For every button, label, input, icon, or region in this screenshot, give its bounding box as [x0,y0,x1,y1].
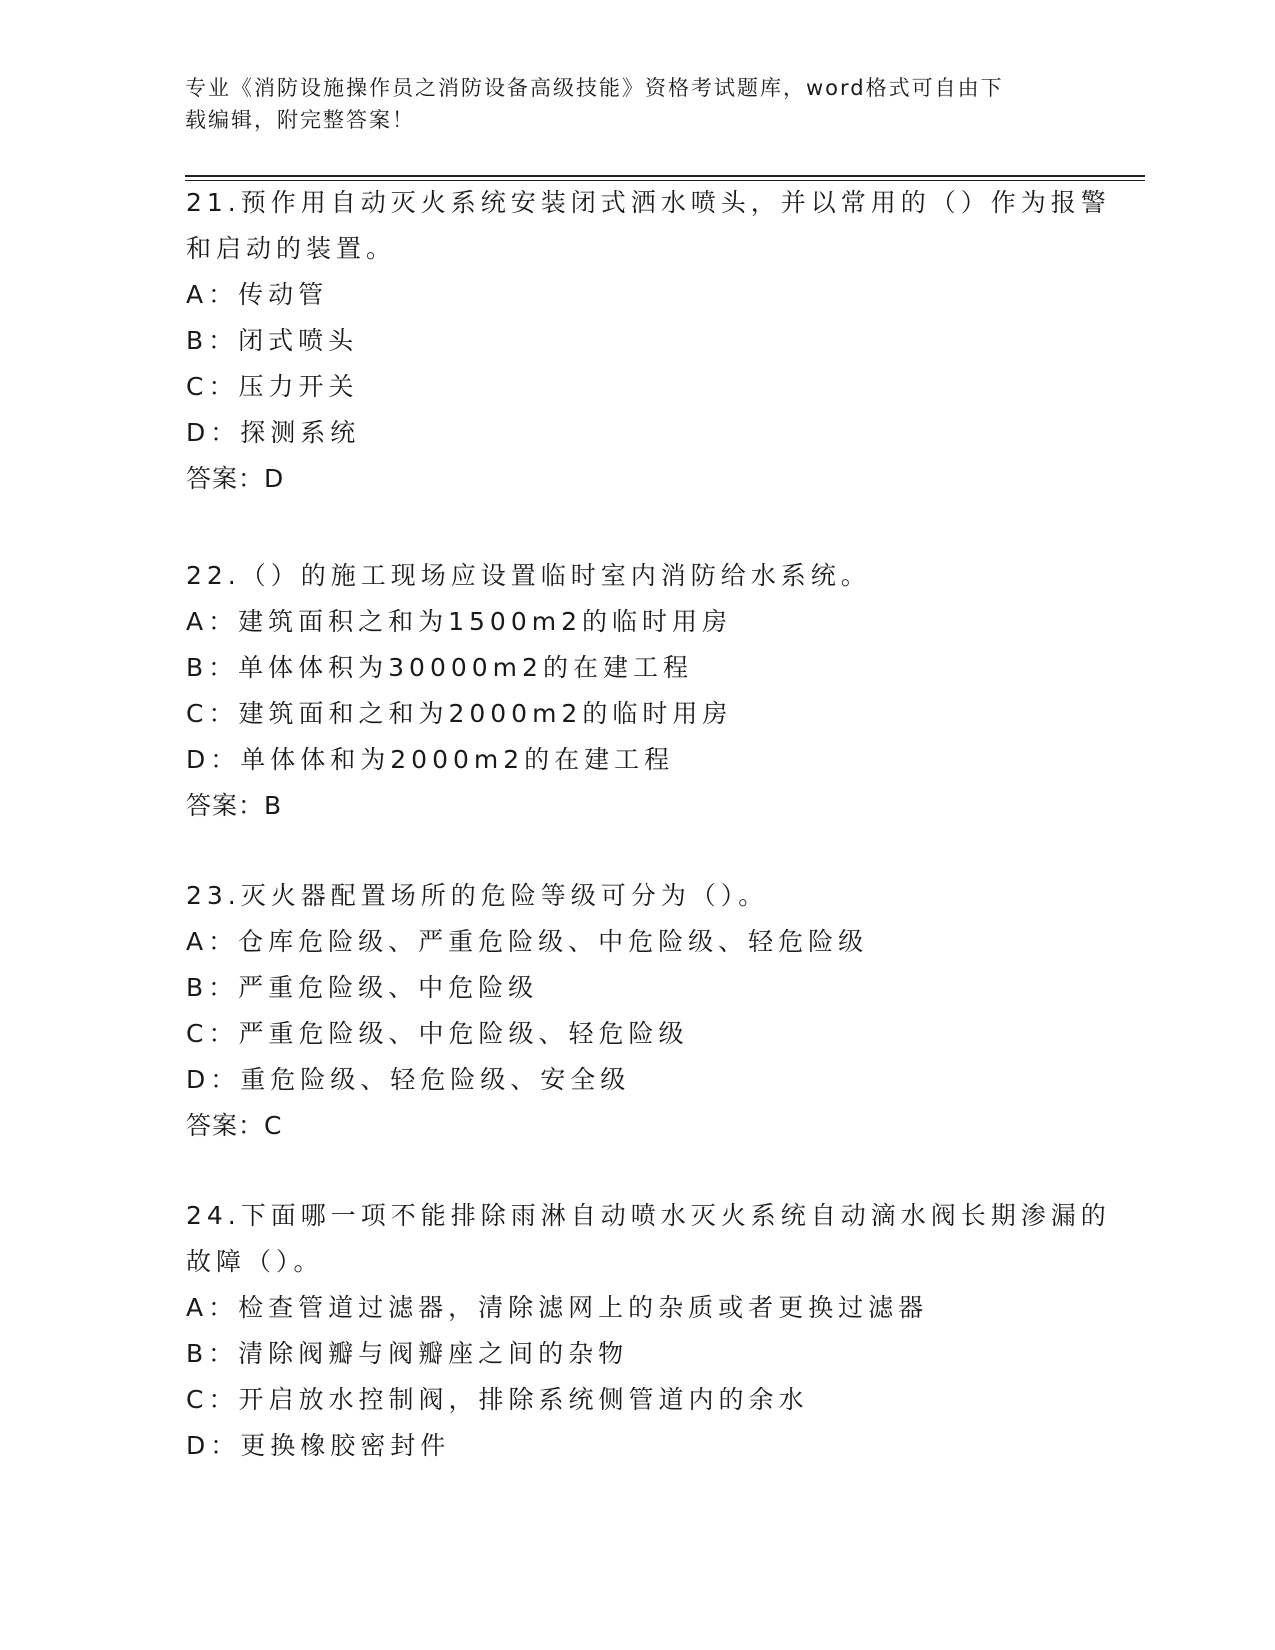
answer: 答案：D [186,464,285,493]
option-d: D：单体体和为2000m2的在建工程 [186,745,675,774]
answer: 答案：C [186,1111,283,1140]
question-stem: 21.预作用自动灭火系统安装闭式洒水喷头，并以常用的（）作为报警 [186,188,1111,217]
option-d: D：更换橡胶密封件 [186,1431,451,1460]
answer: 答案：B [186,791,283,820]
header-divider [185,175,1145,177]
option-a: A：仓库危险级、严重危险级、中危险级、轻危险级 [186,927,869,956]
question-stem: 22.（）的施工现场应设置临时室内消防给水系统。 [186,561,871,590]
option-a: A：建筑面积之和为1500m2的临时用房 [186,607,732,636]
question-21 [186,180,1111,502]
option-b: B：闭式喷头 [186,326,359,355]
option-c: C：建筑面和之和为2000m2的临时用房 [186,699,733,728]
option-b: B：单体体积为30000m2的在建工程 [186,653,693,682]
option-c: C：严重危险级、中危险级、轻危险级 [186,1019,689,1048]
question-23 [186,873,1086,1149]
option-c: C：压力开关 [186,372,359,401]
option-d: D：重危险级、轻危险级、安全级 [186,1065,631,1094]
question-stem-cont: 和启动的装置。 [186,234,397,263]
header-line-2: 载编辑，附完整答案！ [185,108,415,132]
question-stem: 24.下面哪一项不能排除雨淋自动喷水灭火系统自动滴水阀长期渗漏的 [186,1201,1111,1230]
question-24 [186,1193,1111,1469]
question-stem-cont: 故障（）。 [186,1247,324,1276]
question-22 [186,553,1086,829]
option-d: D：探测系统 [186,418,361,447]
option-a: A：传动管 [186,280,329,309]
option-b: B：清除阀瓣与阀瓣座之间的杂物 [186,1339,629,1368]
option-c: C：开启放水控制阀，排除系统侧管道内的余水 [186,1385,809,1414]
option-b: B：严重危险级、中危险级 [186,973,539,1002]
option-a: A：检查管道过滤器，清除滤网上的杂质或者更换过滤器 [186,1293,929,1322]
question-stem: 23.灭火器配置场所的危险等级可分为（）。 [186,881,769,910]
header-line-1: 专业《消防设施操作员之消防设备高级技能》资格考试题库，word格式可自由下 [185,76,1004,100]
document-header [185,72,1075,136]
